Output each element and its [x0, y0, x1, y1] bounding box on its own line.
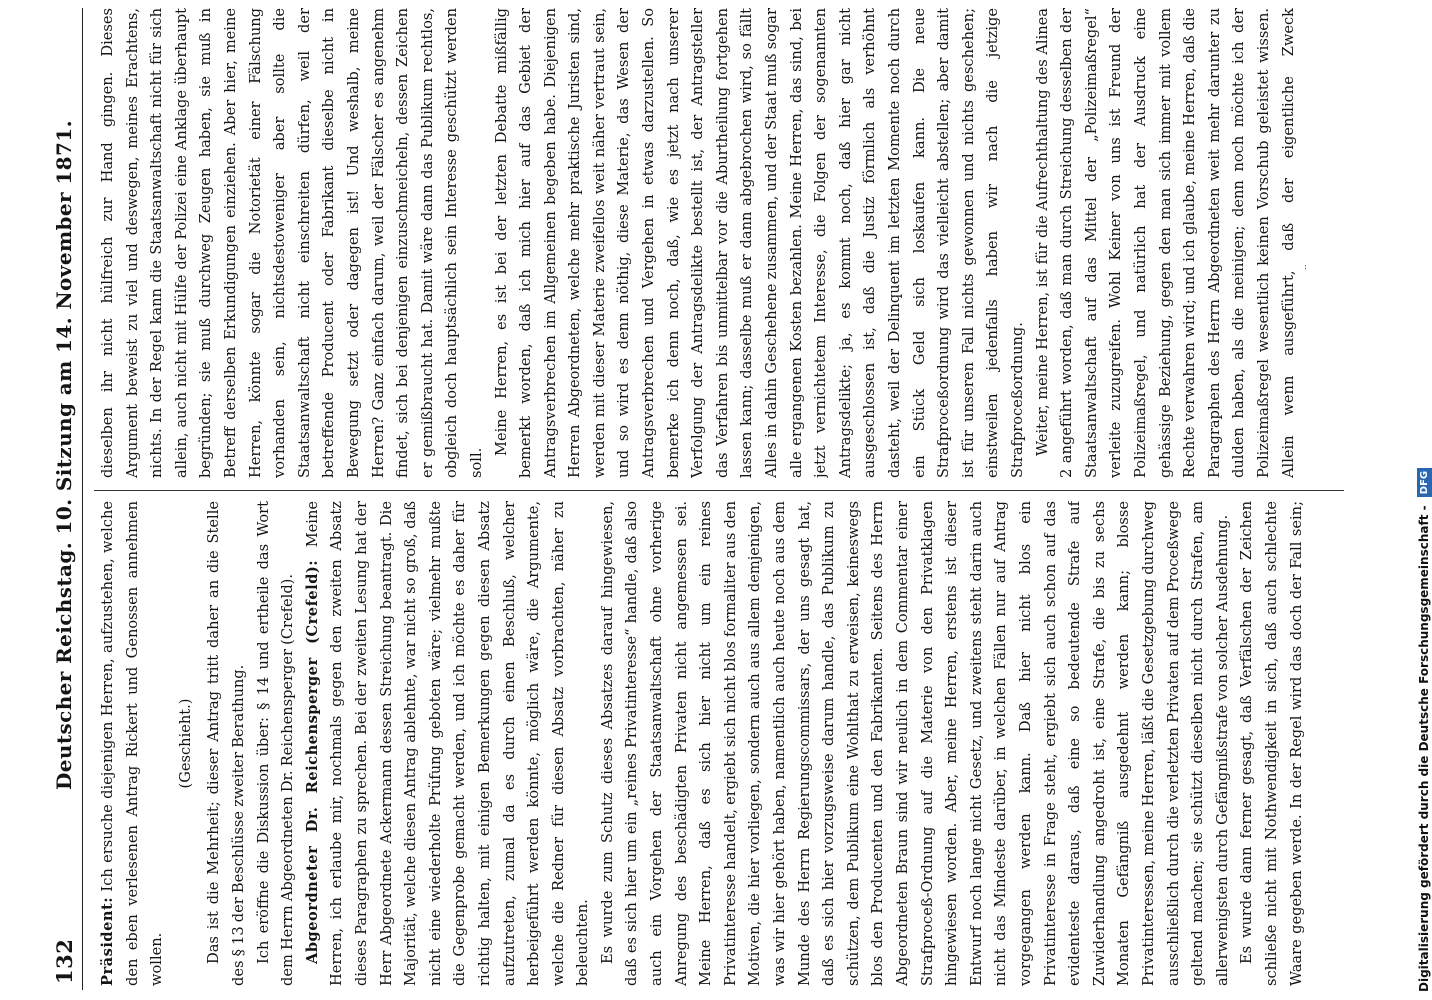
paragraph: Das ist die Mehrheit; dieser Antrag tritt daher an die Stelle des § 13 der Beschlüsse zweiter Berathung. [205, 501, 247, 986]
paragraph: Es wurde zum Schutz dieses Absatzes darauf hingewiesen, daß es sich hier um ein „reines Privatinteresse“ handle, daß also auch ein Vorgehen der Staatsanwaltschaft ohne vorherige Anregung des beschädigten Privaten nicht angemessen sei. Meine Herren, daß es sich hier nicht um ein reines Privatinteresse handelt, ergiebt sich nicht blos formaliter aus den Motiven, die hier vorliegen, sondern auch aus allem demjenigen, was wir hier gehört haben, namentlich auch heute noch aus dem Munde des Herrn Regierungscommissars, der uns gesagt hat, daß es sich hier vorzugsweise darum handle, das Publikum zu schützen, dem Publikum eine Wohlthat zu erweisen, keineswegs blos den Producenten und den Fabrikanten. Seitens des Herrn Abgeordneten Braun sind wir neulich in dem Commentar einer Strafproceß-Ordnung auf die Materie von den Privatklagen hingewiesen worden. Aber, meine Herren, erstens ist dieser Entwurf noch lange nicht Gesetz, und zweitens steht darin auch nicht das Mindeste darüber, in welchen Fällen nur auf Antrag vorgegangen werden kann. Daß hier nicht blos ein Privatinteresse in Frage steht, ergiebt sich auch schon auf das evidenteste daraus, daß eine so bedeutende Strafe auf Zuwiderhandlung angedroht ist, eine Strafe, die bis zu sechs Monaten Gefängniß ausgedehnt werden kann; blosse Privatinteressen, meine Herren, läßt die Gesetzgebung durchweg ausschließlich durch die verletzten Privaten auf dem Proceßwege geltend machen; sie schützt dieselben nicht durch Strafen, am allerwenigsten durch Gefängnißstrafe von solcher Ausdehnung. [598, 501, 1231, 986]
paragraph [96, 501, 170, 986]
page-header [52, 0, 82, 1000]
dfg-logo: DFG [1417, 468, 1432, 497]
left-column [96, 501, 1306, 986]
paragraph: Weiter, meine Herren, ist für die Aufrechthaltung des Alinea 2 angeführt worden, daß man durch Streichung desselben der Staatsanwaltschaft auf das Mittel der „Polizeimaßregel“ verleite zuzugreifen. Wohl Keiner von uns ist Freund der Polizeimaßregel, und natürlich hat der Ausdruck eine gehässige Beziehung, gegen den man sich immer mit vollem Rechte verwahren wird; und ich glaube, meine Herren, daß die Paragraphen des Herrn Abgeordneten weit mehr darunter zu dulden haben, als die meinigen; denn noch möchte ich der Polizeimaßregel wesentlich keinen Vorschub geleistet wissen. Allein wenn ausgeführt, daß der eigentliche Zweck [1033, 8, 1297, 478]
paragraph: Ich eröffne die Diskussion über: § 14 und ertheile das Wort dem Herrn Abgeordneten Dr. Reichensperger (Crefeld). [254, 501, 297, 986]
paragraph: dieselben ihr nicht hülfreich zur Hand gingen. Dieses Argument beweist zu viel und deswegen, meines Erachtens, nichts. In der Regel kann die Staatsanwaltschaft nicht für sich allein, auch nicht mit Hülfe der Polizei eine Anklage überhaupt begründen; sie muß durchweg Zeugen haben, sie muß in Betreff derselben Erkundigungen einziehen. Aber hier, meine Herren, könnte sogar die Notorietät einer Fälschung vorhanden sein, nichtsdestoweniger aber sollte die Staatsanwaltschaft nicht einschreiten dürfen, weil der betreffende Producent oder Fabrikant dieselbe nicht in Bewegung setzt oder dagegen ist! Und weshalb, meine Herren? Ganz einfach darum, weil der Fälscher es angenehm findet, sich bei denjenigen einzuschmeicheln, dessen Zeichen er gemißbraucht hat. Damit wäre dann das Publikum rechtlos, obgleich doch hauptsächlich sein Interesse geschützt werden soll. [99, 8, 485, 478]
speaker-label: Präsident: [99, 896, 116, 986]
paragraph-text: Meine Herren, ich erlaube mir, nochmals gegen den zweiten Absatz dieses Paragraphen zu sprechen. Bei der zweiten Lesung hat der Herr Abgeordnete Ackermann dessen Streichung beantragt. Die Majorität, welche diesen Antrag ablehnte, war nicht so groß, daß nicht eine wiederholte Prüfung geboten wäre; vielmehr mußte die Gegenprobe gemacht werden, und ich möchte es daher für richtig halten, mit einigen Bemerkungen gegen diesen Absatz aufzutreten, zumal da es durch einen Beschluß, welcher herbeigeführt werden könnte, möglich wäre, die Argumente, welche die Redner für diesen Absatz vorbrachten, näher zu beleuchten. [303, 501, 592, 986]
digitization-note [1410, 12, 1432, 992]
speaker-label: Abgeordneter Dr. Reichensperger (Crefeld): [303, 559, 321, 964]
paragraph: Es wurde dann ferner gesagt, daß Verfälschen der Zeichen schließe nicht mit Nothwendigkeit in sich, daß auch schlechte Waare gegeben werde. In der Regel wird das doch der Fall sein; [1238, 501, 1305, 986]
paragraph-text: Ich ersuche diejenigen Herren, aufzustehen, welche den eben verlesenen Antrag Rickert und Genossen annehmen wollen. [99, 501, 166, 986]
paragraph: Meine Herren, es ist bei der letzten Debatte mißfällig bemerkt worden, daß ich mich hier auf das Gebiet der Antragsverbrechen im Allgemeinen begeben habe. Diejenigen Herren Abgeordneten, welche mehr praktische Juristen sind, werden mit dieser Materie zweifellos weit näher vertraut sein, und so wird es denn nöthig, diese Materie, das Wesen der Antragsverbrechen und Vergehen in etwas darzustellen. So bemerke ich denn noch, daß, wie es jetzt nach unserer Verfolgung der Antragsdelikte bestellt ist, der Antragsteller das Verfahren bis unmittelbar vor die Aburtheilung fortgehen lassen kann; dasselbe muß er dann abgebrochen wird, so fällt Alles in dahin Geschehene zusammen, und der Staat muß sogar alle ergangenen Kosten bezahlen. Meine Herren, das sind, bei jetzt vernichtetem Interesse, die Folgen der sogenannten Antragsdelikte; ja, es kommt noch, daß hier gar nicht ausgeschlossen ist, daß die Justiz förmlich als verhöhnt dasteht, weil der Delinquent im letzten Momente noch durch ein Stück Geld sich loskaufen kann. Die neue Strafproceßordnung wird das vielleicht abstellen; aber damit ist für unseren Fall nichts gewonnen und nichts geschehen; einstweilen jedenfalls haben wir nach die jetzige Strafproceßordnung. [492, 8, 1026, 478]
running-head: Deutscher Reichstag. 10. Sitzung am 14. November 1871. [52, 120, 76, 790]
right-column [96, 8, 1306, 478]
paragraph [301, 501, 596, 986]
stage-direction: (Geschieht.) [176, 698, 194, 789]
column-divider [94, 490, 1344, 491]
header-rule [82, 8, 83, 990]
page-number: 132 [52, 938, 77, 984]
funding-note: Digitalisierung gefördert durch die Deutsche Forschungsgemeinschaft - [1417, 505, 1431, 992]
